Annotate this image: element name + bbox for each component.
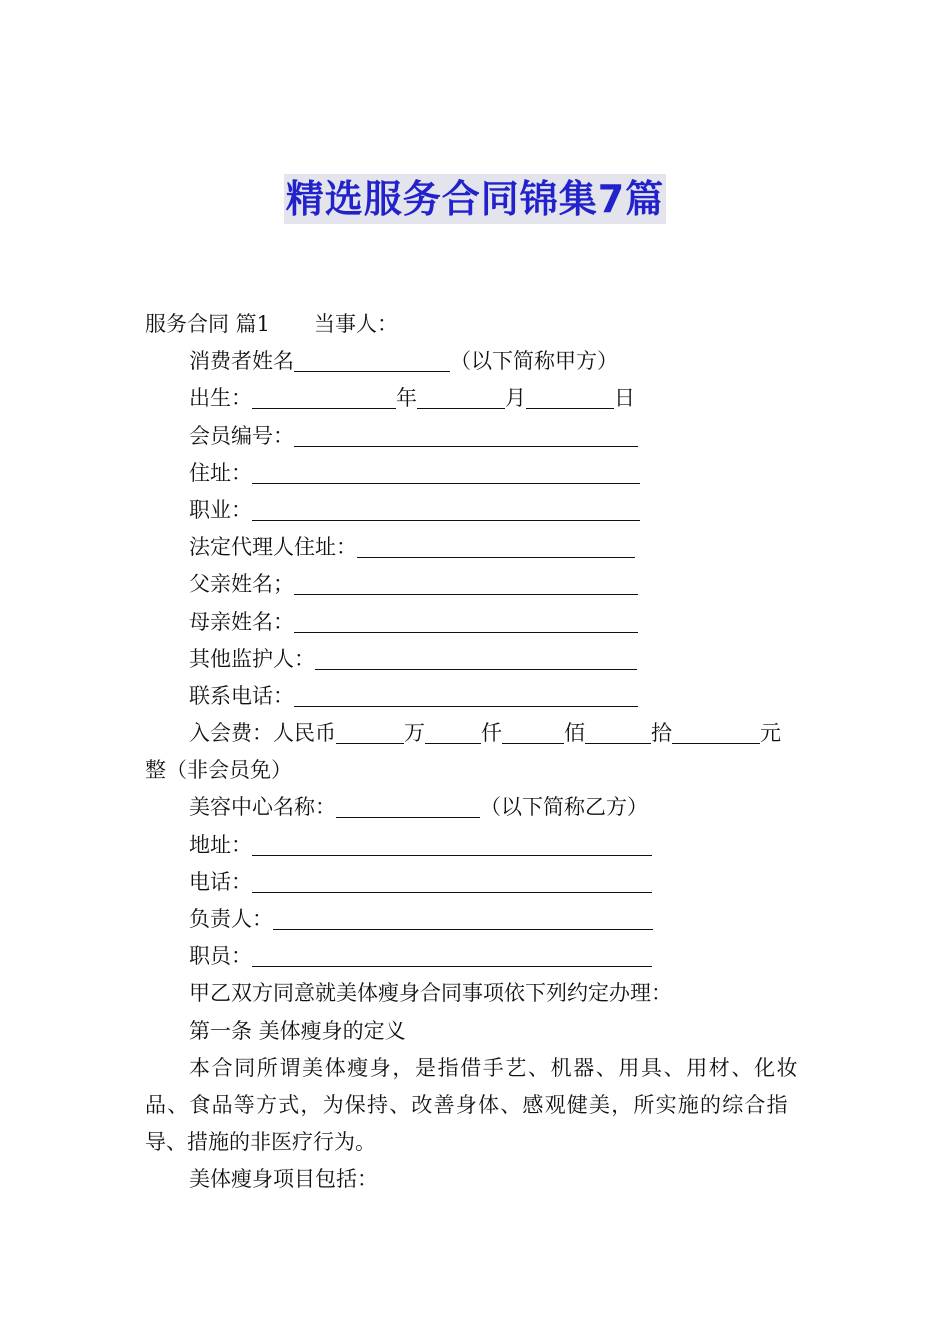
manager-blank [273, 907, 653, 930]
fee-shi: 拾 [651, 721, 672, 746]
center-phone-line [145, 864, 810, 901]
consumer-name-suffix: （以下简称甲方） [450, 349, 618, 374]
guardian-label: 其他监护人： [189, 646, 315, 671]
para-line-3 [145, 1124, 810, 1161]
occupation-line [145, 492, 810, 529]
address-line [145, 455, 810, 492]
birth-line [145, 380, 810, 417]
phone-label: 联系电话： [189, 683, 294, 708]
year-label: 年 [396, 386, 417, 411]
fee-label: 入会费：人民币 [189, 721, 336, 746]
section-label: 服务合同 篇1 [145, 312, 271, 336]
father-line [145, 566, 810, 603]
address-blank [252, 461, 640, 484]
document-title: 精选服务合同锦集7篇 [284, 174, 666, 224]
agree-line [145, 975, 810, 1012]
phone-blank [294, 684, 638, 707]
fee-wan: 万 [404, 721, 425, 746]
items-label: 美体瘦身项目包括： [189, 1167, 378, 1192]
member-no-blank [294, 424, 638, 447]
center-name-label: 美容中心名称： [189, 795, 336, 820]
mother-blank [294, 610, 638, 633]
para-line-2 [145, 1087, 810, 1124]
fee-qian: 仟 [481, 721, 502, 746]
consumer-name-blank [294, 349, 450, 372]
staff-line [145, 938, 810, 975]
mother-label: 母亲姓名： [189, 609, 294, 634]
birth-label: 出生： [189, 386, 252, 411]
staff-label: 职员： [189, 944, 252, 969]
fee-wan-blank [336, 721, 404, 744]
fee-bai-blank [502, 721, 564, 744]
party-a-name-line [145, 343, 810, 380]
center-name-suffix: （以下简称乙方） [480, 795, 648, 820]
phone-line [145, 678, 810, 715]
father-label: 父亲姓名； [189, 572, 294, 597]
fee-cont: 整（非会员免） [145, 758, 292, 783]
member-no-line [145, 418, 810, 455]
para-text-3: 导、措施的非医疗行为。 [145, 1130, 376, 1155]
fee-shi-blank [585, 721, 651, 744]
occupation-label: 职业： [189, 497, 252, 522]
center-address-blank [252, 833, 652, 856]
fee-line [145, 715, 810, 752]
agent-address-blank [357, 535, 635, 558]
day-label: 日 [614, 386, 635, 411]
staff-blank [252, 944, 652, 967]
mother-line [145, 604, 810, 641]
consumer-name-label: 消费者姓名 [189, 349, 294, 374]
contract-body [145, 306, 810, 1199]
agent-address-label: 法定代理人住址： [189, 535, 357, 560]
center-phone-label: 电话： [189, 869, 252, 894]
guardian-blank [315, 647, 637, 670]
center-name-blank [336, 795, 480, 818]
parties-label: 当事人： [314, 312, 399, 336]
para-text-2: 品、食品等方式，为保持、改善身体、感观健美，所实施的综合指 [145, 1092, 789, 1117]
fee-bai: 佰 [564, 721, 585, 746]
article1-heading: 第一条 美体瘦身的定义 [189, 1018, 406, 1043]
birth-month-blank [417, 386, 505, 409]
occupation-blank [252, 498, 640, 521]
center-phone-blank [252, 870, 652, 893]
fee-qian-blank [425, 721, 481, 744]
father-blank [294, 572, 638, 595]
fee-yuan-blank [672, 721, 760, 744]
article1-line [145, 1013, 810, 1050]
birth-day-blank [526, 386, 614, 409]
center-address-line [145, 827, 810, 864]
items-line [145, 1161, 810, 1198]
manager-label: 负责人： [189, 907, 273, 931]
para-text-1: 本合同所谓美体瘦身，是指借手艺、机器、用具、用材、化妆 [189, 1055, 800, 1080]
section-heading [145, 306, 810, 343]
address-label: 住址： [189, 460, 252, 485]
guardian-line [145, 641, 810, 678]
birth-year-blank [252, 386, 396, 409]
party-b-name-line [145, 789, 810, 826]
member-no-label: 会员编号： [189, 423, 294, 448]
agree-text: 甲乙双方同意就美体瘦身合同事项依下列约定办理： [189, 981, 672, 1006]
agent-address-line [145, 529, 810, 566]
title-wrap [0, 174, 950, 224]
month-label: 月 [505, 386, 526, 411]
fee-yuan: 元 [760, 721, 781, 746]
para-line-1 [145, 1050, 810, 1087]
fee-cont-line [145, 752, 810, 789]
manager-line [145, 901, 810, 938]
center-address-label: 地址： [189, 832, 252, 857]
